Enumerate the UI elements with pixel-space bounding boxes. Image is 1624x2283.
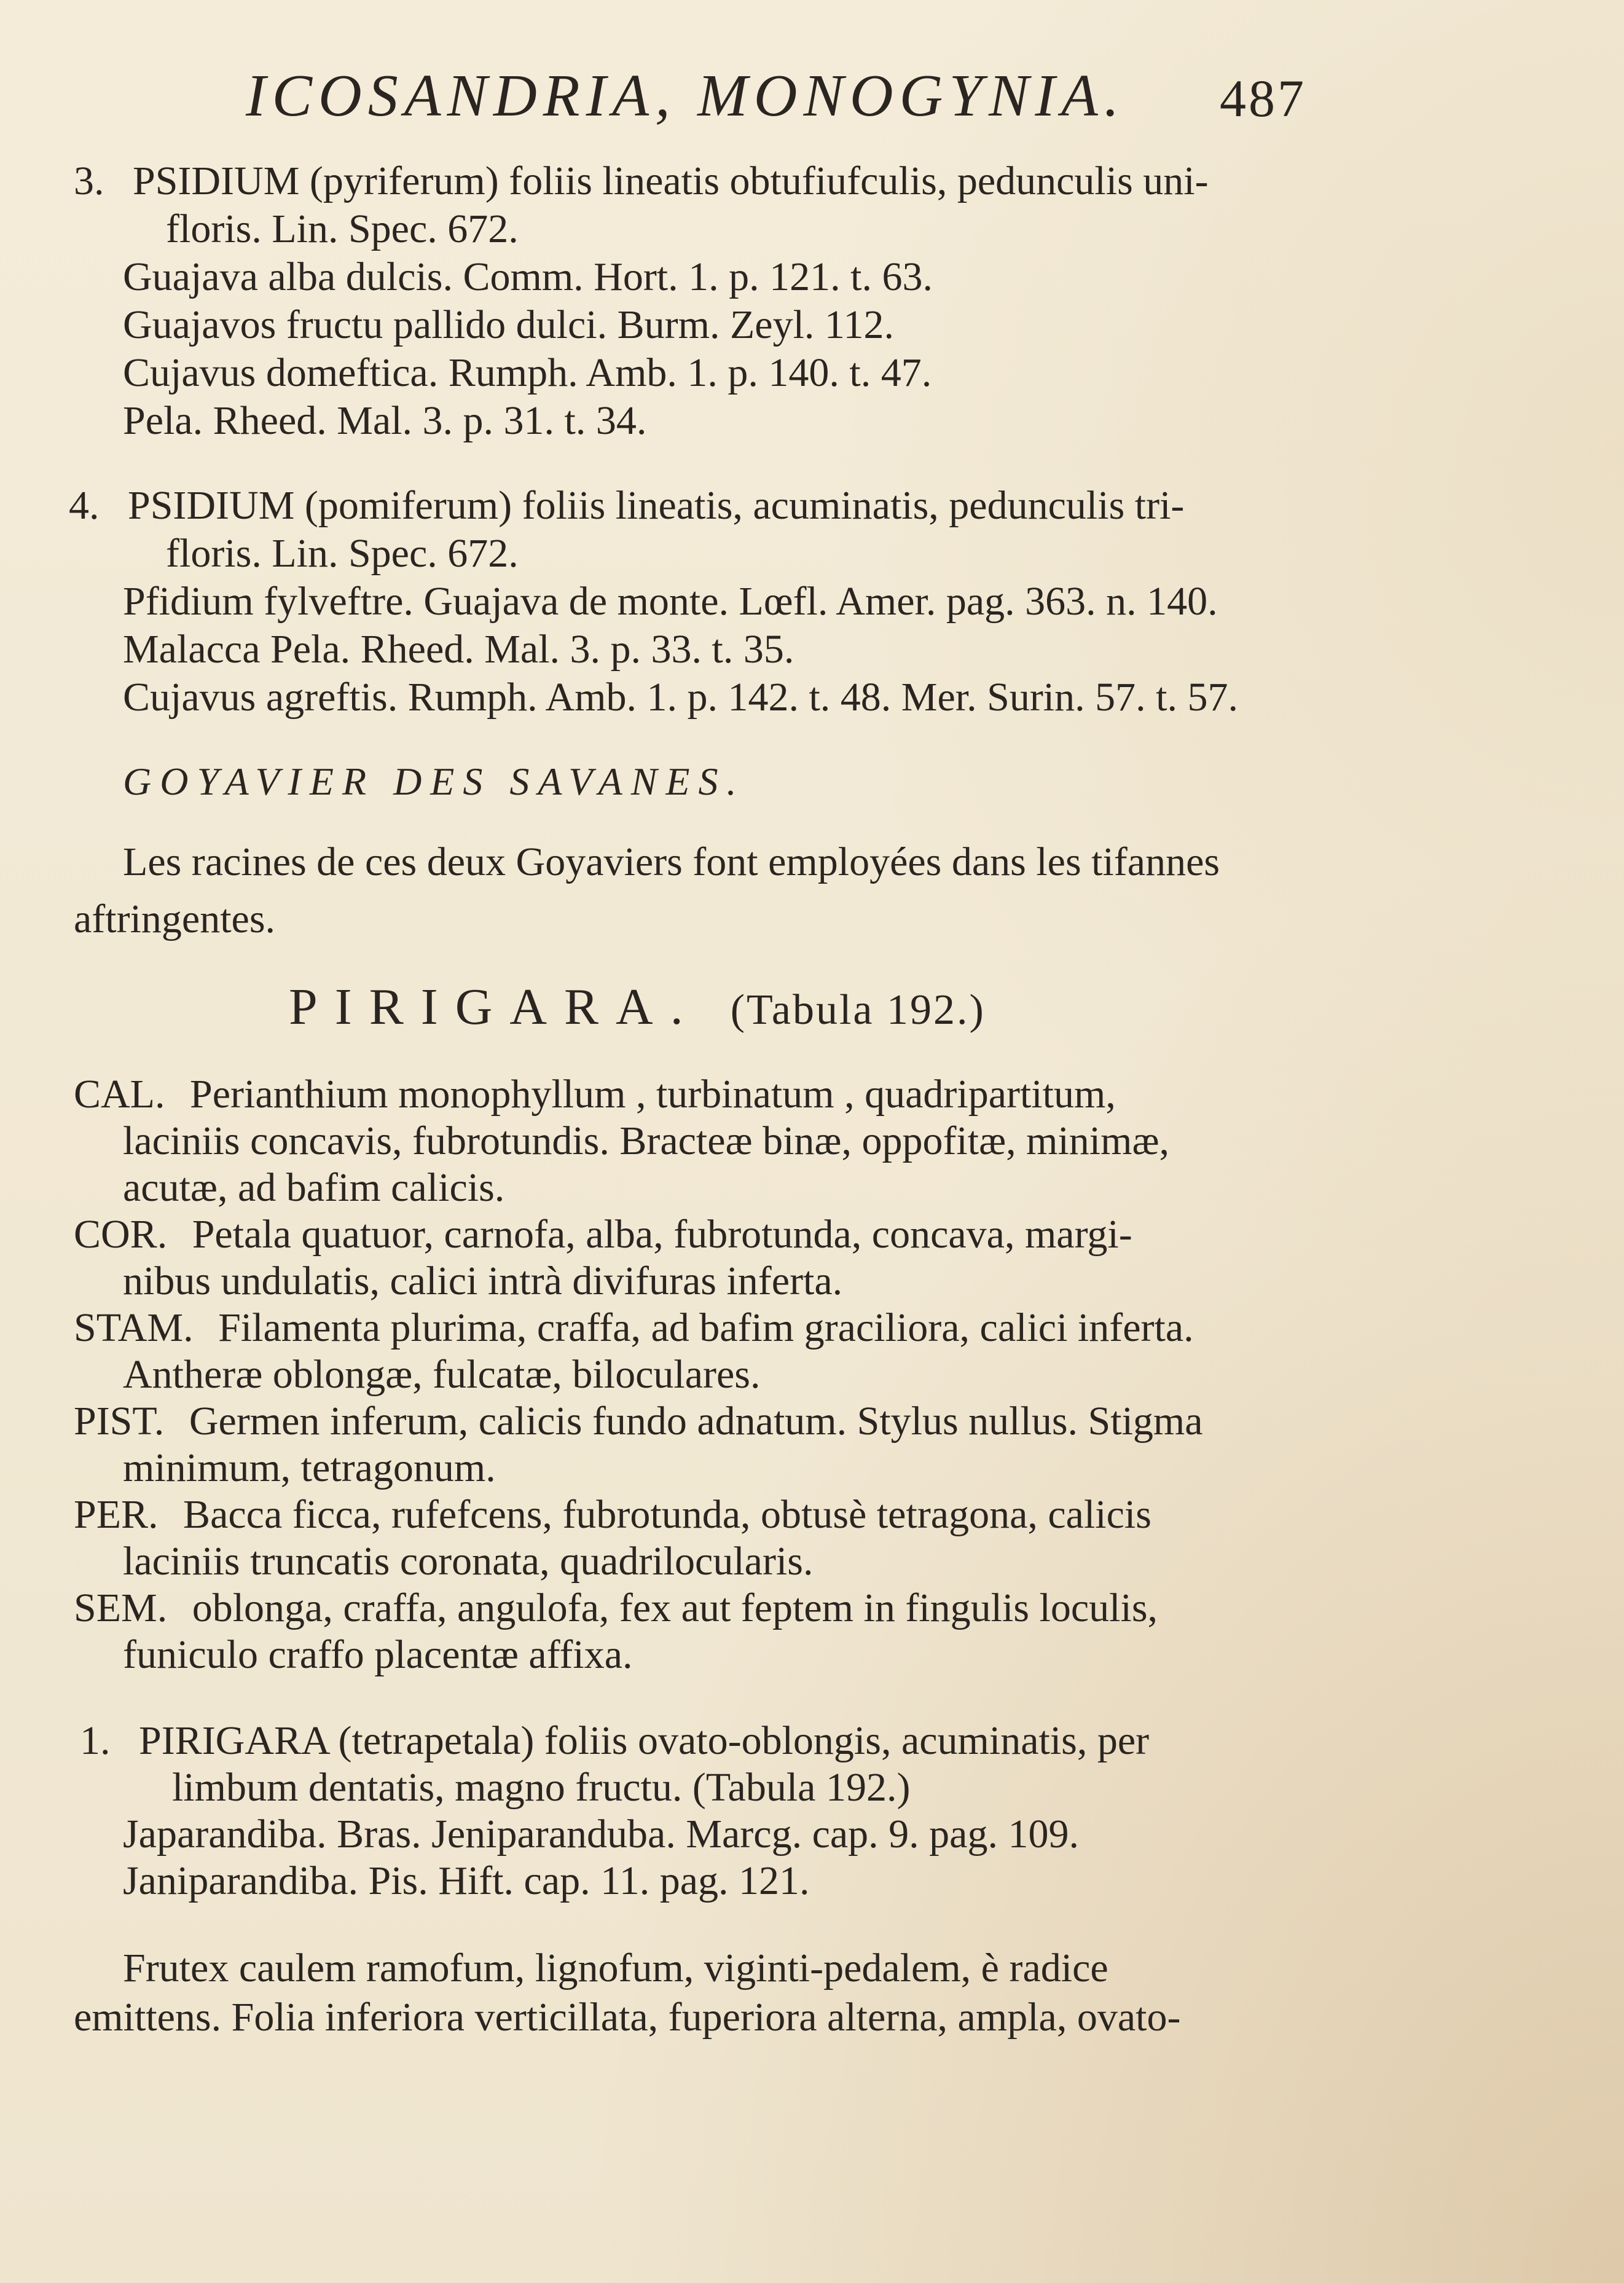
per-line2: laciniis truncatis coronata, quadrilocularis. [123, 1539, 814, 1584]
pist-line1: Germen inferum, calicis fundo adnatum. Stylus nullus. Stigma [189, 1399, 1203, 1444]
cal-label: CAL. [74, 1072, 165, 1117]
species-3-entry [74, 161, 1209, 202]
sem-entry [74, 1588, 1158, 1629]
cal-entry [74, 1074, 1116, 1115]
cor-line1: Petala quatuor, carnofa, alba, fubrotunda, concava, margi- [192, 1212, 1132, 1257]
sem-line1: oblonga, craffa, angulofa, fex aut feptem in fingulis loculis, [192, 1586, 1158, 1630]
goyavier-text-2: aftringentes. [74, 897, 276, 941]
species-4-entry [69, 485, 1184, 526]
species-1-line2: limbum dentatis, magno fructu. (Tabula 192.) [172, 1765, 911, 1810]
species-1-synonym-1: Japarandiba. Bras. Jeniparanduba. Marcg. cap. 9. pag. 109. [123, 1812, 1079, 1857]
per-label: PER. [74, 1492, 159, 1537]
cal-line3: acutæ, ad bafim calicis. [123, 1165, 505, 1210]
per-entry [74, 1492, 1151, 1537]
pist-entry [74, 1401, 1203, 1442]
pirigara-genus-name: PIRIGARA. [289, 978, 700, 1035]
species-3-synonym-1: Guajava alba dulcis. Comm. Hort. 1. p. 121. t. 63. [123, 254, 933, 299]
species-3-number: 3. [74, 159, 104, 203]
cor-entry [74, 1214, 1132, 1255]
cal-line2: laciniis concavis, fubrotundis. Bracteæ binæ, oppofitæ, minimæ, [123, 1118, 1169, 1163]
stam-label: STAM. [74, 1305, 194, 1350]
sem-line2: funiculo craffo placentæ affixa. [123, 1632, 633, 1677]
stam-line1: Filamenta plurima, craffa, ad bafim graciliora, calici inferta. [218, 1305, 1194, 1350]
pirigara-heading [289, 977, 986, 1037]
running-head-title: ICOSANDRIA, MONOGYNIA. [246, 63, 1126, 129]
species-4-synonym-3: Cujavus agreftis. Rumph. Amb. 1. p. 142. t. 48. Mer. Surin. 57. t. 57. [123, 675, 1238, 720]
pirigara-tabula-ref: (Tabula 192.) [730, 986, 986, 1034]
species-1-synonym-2: Janiparandiba. Pis. Hift. cap. 11. pag. 121. [123, 1858, 810, 1903]
goyavier-text-1: Les racines de ces deux Goyaviers font employées dans les tifannes [123, 839, 1220, 884]
stam-line2: Antheræ oblongæ, fulcatæ, biloculares. [123, 1352, 761, 1397]
species-1-line1: PIRIGARA (tetrapetala) foliis ovato-oblongis, acuminatis, per [139, 1718, 1150, 1763]
pist-label: PIST. [74, 1399, 165, 1444]
sem-label: SEM. [74, 1586, 168, 1630]
species-3-synonym-3: Cujavus domeftica. Rumph. Amb. 1. p. 140. t. 47. [123, 350, 932, 395]
per-line1: Bacca ficca, rufefcens, fubrotunda, obtusè tetragona, calicis [183, 1492, 1151, 1537]
species-3-synonym-2: Guajavos fructu pallido dulci. Burm. Zeyl. 112. [123, 302, 894, 347]
cal-line1: Perianthium monophyllum , turbinatum , quadripartitum, [190, 1072, 1116, 1117]
species-4-line2: floris. Lin. Spec. 672. [166, 531, 519, 576]
pist-line2: minimum, tetragonum. [123, 1445, 496, 1490]
species-4-synonym-2: Malacca Pela. Rheed. Mal. 3. p. 33. t. 35. [123, 627, 794, 672]
page-number: 487 [1220, 69, 1306, 128]
species-3-line2: floris. Lin. Spec. 672. [166, 206, 519, 251]
species-4-line1: PSIDIUM (pomiferum) foliis lineatis, acuminatis, pedunculis tri- [128, 483, 1185, 528]
species-1-number: 1. [80, 1718, 111, 1763]
frutex-line-2: emittens. Folia inferiora verticillata, fuperiora alterna, ampla, ovato- [74, 1995, 1181, 2040]
frutex-line-1: Frutex caulem ramofum, lignofum, viginti-pedalem, è radice [123, 1946, 1108, 1990]
cor-label: COR. [74, 1212, 168, 1257]
species-1-entry [80, 1718, 1150, 1763]
species-3-line1: PSIDIUM (pyriferum) foliis lineatis obtufiufculis, pedunculis uni- [133, 159, 1209, 203]
cor-line2: nibus undulatis, calici intrà divifuras inferta. [123, 1259, 843, 1303]
goyavier-heading: GOYAVIER DES SAVANES. [123, 760, 745, 803]
species-3-synonym-4: Pela. Rheed. Mal. 3. p. 31. t. 34. [123, 398, 647, 443]
species-4-number: 4. [69, 483, 100, 528]
species-4-synonym-1: Pfidium fylveftre. Guajava de monte. Lœfl. Amer. pag. 363. n. 140. [123, 579, 1218, 624]
stam-entry [74, 1305, 1194, 1350]
